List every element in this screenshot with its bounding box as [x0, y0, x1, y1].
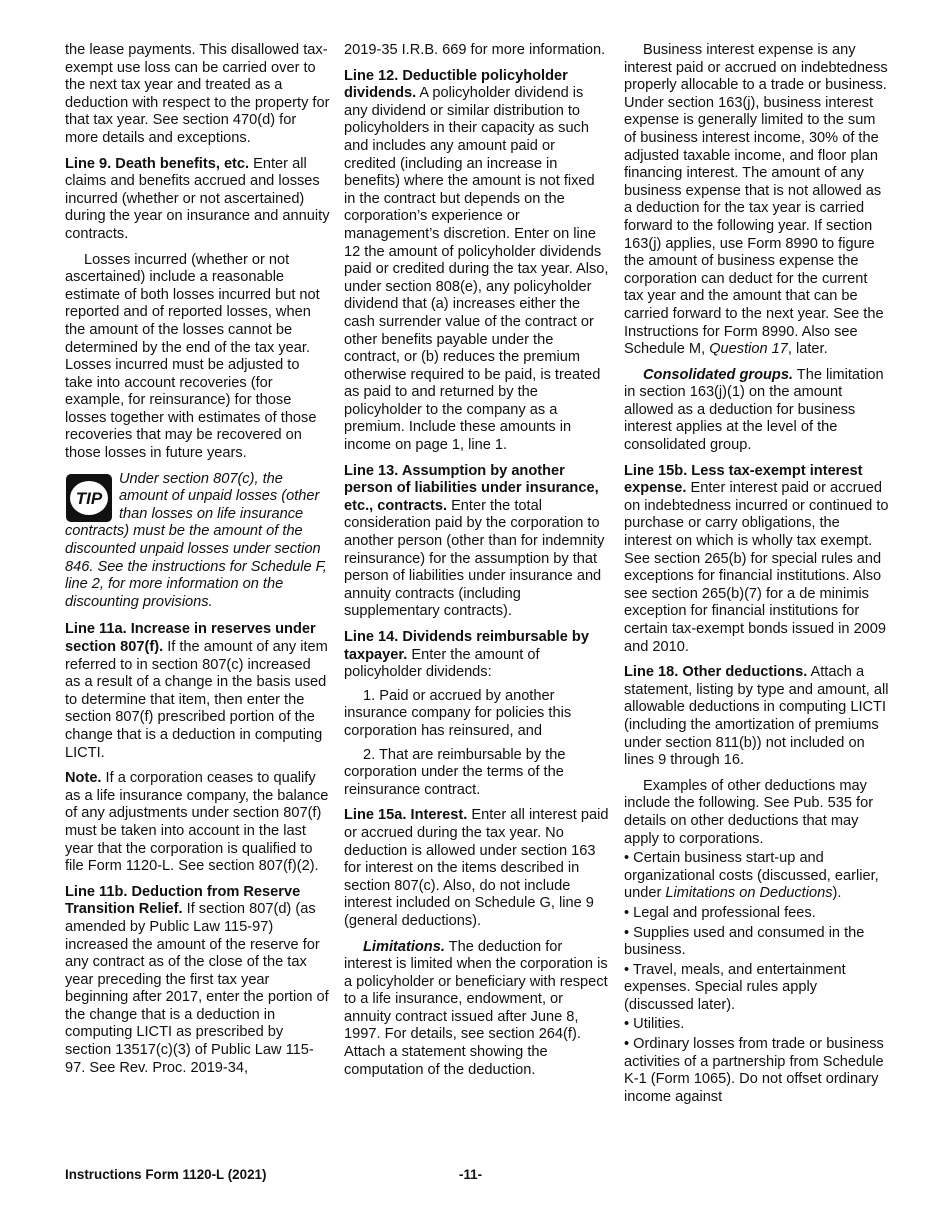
bullet-startup-costs: [624, 850, 889, 903]
section-line-11b: [65, 884, 330, 1078]
heading-line-11a: Line 11a. Increase in reserves under section 807(f).: [65, 621, 316, 655]
section-limitations: [344, 939, 609, 1080]
text-line-15b: Enter interest paid or accrued on indebtedness incurred or continued to purchase or carry obligations, the interest on which is wholly tax exempt. See section 265(b) for special rules and exceptions for financial institutions. Also see section 265(b)(7) for a de minimis exception for financial institutions for certain tax-exempt bonds issued in 2009 and 2010.: [624, 480, 889, 655]
paragraph-losses-incurred: Losses incurred (whether or not ascertained) include a reasonable estimate of both losses incurred but not reported and of reported losses, when the amount of the losses cannot be determined by the end of the tax year. Losses incurred must be adjusted to take into account recoveries (for example, for reinsurance) for those losses together with estimates of those recoveries that may be recovered on those losses in future years.: [65, 251, 320, 462]
heading-limitations: Limitations.: [363, 938, 445, 955]
section-consolidated-groups: [624, 367, 889, 455]
section-note: [65, 770, 330, 876]
heading-line-13: Line 13. Assumption by another person of liabilities under insurance, etc., contracts.: [344, 462, 599, 514]
section-line-11a: [65, 621, 330, 762]
text-line-14: Enter the amount of policyholder dividends:: [344, 646, 540, 681]
list-item-1: 1. Paid or accrued by another insurance company for policies this corporation has reinsured, and: [344, 687, 572, 739]
heading-consolidated-groups: Consolidated groups.: [643, 366, 793, 383]
text-business-interest-end: , later.: [787, 341, 828, 358]
paragraph-irb-info: 2019-35 I.R.B. 669 for more information.: [344, 42, 606, 58]
section-line-15b: [624, 463, 889, 657]
section-line-14: [344, 629, 609, 682]
heading-line-12: Line 12. Deductible policyholder dividends.: [344, 67, 568, 102]
footer-form-title: Instructions Form 1120-L (2021): [65, 1167, 267, 1182]
bullet-legal-fees: • Legal and professional fees.: [624, 904, 816, 921]
text-consolidated-groups: The limitation in section 163(j)(1) on the amount allowed as a deduction for business interest applies at the level of the consolidated group.: [624, 366, 884, 454]
text-business-interest: Business interest expense is any interest paid or accrued on indebtedness properly allocable to a trade or business. Under section 163(j), business interest expense is generally limited to the sum of business interest income, 30% of the adjusted taxable income, and floor plan financing interest. The amount of any business expense that is not allowed as a deduction for the tax year is carried forward to the following year. If section 163(j) applies, use Form 8990 to figure the amount of business expense the corporation can deduct for the current tax year and the amount that can be carried forward to the next year. See the Instructions for Form 8990. Also see Schedule M,: [624, 42, 888, 358]
heading-note: Note.: [65, 770, 102, 787]
bullet-startup-italic: Limitations on Deductions: [665, 885, 833, 902]
section-line-15a: [344, 807, 609, 930]
bullet-startup-end: ).: [832, 885, 842, 902]
bullet-travel: • Travel, meals, and entertainment expenses. Special rules apply (discussed later).: [624, 961, 846, 1013]
bullet-startup-text: • Certain business start-up and organizational costs (discussed, earlier, under: [624, 850, 879, 902]
paragraph-examples: Examples of other deductions may include the following. See Pub. 535 for details on other deductions that may apply to corporations.: [624, 777, 874, 847]
heading-line-14: Line 14. Dividends reimbursable by taxpayer.: [344, 629, 589, 663]
paragraph-lease-payments: the lease payments. This disallowed tax-exempt use loss can be carried over to the next tax year and treated as a deduction with respect to the property for that tax year. See section 470(d) for more details and exceptions.: [65, 42, 330, 146]
column-1: [65, 42, 330, 1085]
tip-text: Under section 807(c), the amount of unpaid losses (other than losses on life insurance contracts) must be the amount of the discounted unpaid losses under section 846. See the instructions for Schedule F, line 2, for more information on the discounting provisions.: [65, 470, 327, 610]
column-2: [344, 42, 609, 1087]
heading-line-11b: Line 11b. Deduction from Reserve Transition Relief.: [65, 883, 301, 918]
tip-box: [65, 471, 330, 612]
bullet-utilities: • Utilities.: [624, 1016, 685, 1033]
text-line-18: Attach a statement, listing by type and amount, all allowable deductions in computing LICTI (including the amortization of premiums under section 811(b)) not included on lines 9 through 16.: [624, 664, 889, 769]
heading-line-15b: Line 15b. Less tax-exempt interest expense.: [624, 462, 863, 497]
tip-icon: [65, 473, 113, 523]
bullet-supplies: • Supplies used and consumed in the business.: [624, 924, 865, 959]
section-line-13: [344, 463, 609, 621]
text-line-15a: Enter all interest paid or accrued during the tax year. No deduction is allowed under section 163 for interest on the items described in section 807(c). Also, do not include interest included on Schedule G, line 9 (general deductions).: [344, 807, 609, 929]
section-line-9: [65, 156, 330, 244]
list-item-2: 2. That are reimbursable by the corporation under the terms of the reinsurance contract.: [344, 746, 566, 798]
text-question-17: Question 17: [709, 341, 788, 358]
text-line-11b: If section 807(d) (as amended by Public Law 115-97) increased the amount of the reserve for any contract as of the close of the tax year preceding the first tax year beginning after 2017, enter the portion of the change that is a deduction in computing LICTI as prescribed by section 13517(c)(3) of Public Law 115-97. See Rev. Proc. 2019-34,: [65, 901, 329, 1076]
heading-line-9: Line 9. Death benefits, etc.: [65, 155, 250, 172]
text-line-13: Enter the total consideration paid by the corporation to another person (other than for indemnity reinsurance) for the assumption by that person of liabilities under insurance and annuity contracts (including supplementary contracts).: [344, 497, 605, 620]
heading-line-18: Line 18. Other deductions.: [624, 664, 808, 681]
bullet-ordinary-losses: • Ordinary losses from trade or business activities of a partnership from Schedule K-1 (Form 1065). Do not offset ordinary income against: [624, 1036, 884, 1105]
text-line-11a: If the amount of any item referred to in section 807(c) increased as a result of a change in the basis used to determine that item, then enter the section 807(f) prescribed portion of the change that is a deduction in computing LICTI.: [65, 639, 328, 761]
text-limitations: The deduction for interest is limited when the corporation is a policyholder or beneficiary with respect to a life insurance, endowment, or annuity contract issued after June 8, 1997. For details, see section 264(f). Attach a statement showing the computation of the deduction.: [344, 938, 608, 1078]
heading-line-15a: Line 15a. Interest.: [344, 807, 468, 824]
footer-page-number: -11-: [459, 1167, 483, 1182]
tip-label: TIP: [75, 488, 103, 508]
text-line-12: A policyholder dividend is any dividend or similar distribution to policyholders in their capacity as such and includes any amount paid or credited (including an increase in benefits) where the amount is not fixed in the contract but depends on the corporation’s experience or management’s discretion. Enter on line 12 the amount of policyholder dividends paid or credited during the tax year. Also, under section 808(e), any policyholder dividend that (a) increases either the cash surrender value of the contract or other benefits payable under the contract, or (b) reduces the premium otherwise required to be paid, is treated as paid to and returned by the policyholder to the company as a premium. Include these amounts in income on page 1, line 1.: [344, 85, 609, 454]
text-note: If a corporation ceases to qualify as a life insurance company, the balance of any adjustments under section 807(f) must be taken into account in the last year that the corporation is qualified to file Form 1120-L. See section 807(f)(2).: [65, 770, 329, 875]
column-3: [624, 42, 889, 1108]
paragraph-business-interest: [624, 42, 889, 359]
text-line-9: Enter all claims and benefits accrued and losses incurred (whether or not ascertained) during the year on insurance and annuity contracts.: [65, 155, 330, 242]
section-line-12: [344, 68, 609, 455]
section-line-18: [624, 664, 889, 770]
